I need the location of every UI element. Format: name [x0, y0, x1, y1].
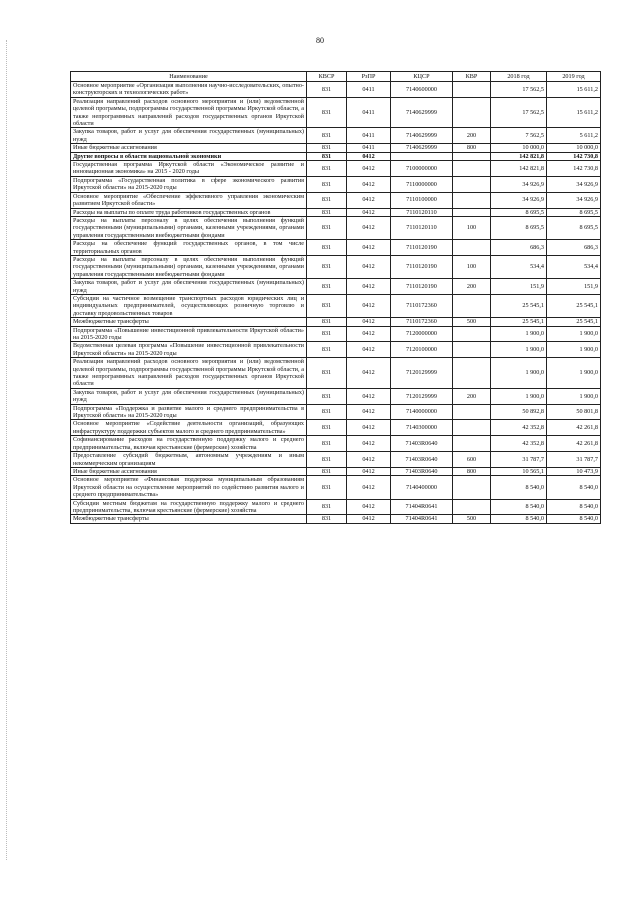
- table-row: [71, 499, 601, 515]
- cell-rzpr: 0412: [347, 294, 391, 317]
- cell-kvr: [453, 420, 491, 436]
- table-row: [71, 192, 601, 208]
- cell-kcsr: 7140300000: [391, 420, 453, 436]
- cell-y2018: 7 562,5: [491, 128, 547, 144]
- cell-kcsr: 7110120190: [391, 279, 453, 295]
- cell-y2018: 34 926,9: [491, 192, 547, 208]
- cell-y2019: 142 730,8: [547, 152, 601, 160]
- cell-kvr: [453, 294, 491, 317]
- cell-rzpr: 0412: [347, 420, 391, 436]
- col-header-2018: 2018 год: [491, 72, 547, 82]
- cell-kcsr: 71403R0640: [391, 452, 453, 468]
- cell-kvsr: 831: [307, 240, 347, 256]
- table-row: [71, 467, 601, 475]
- cell-y2018: 17 562,5: [491, 82, 547, 98]
- cell-y2018: 25 545,1: [491, 294, 547, 317]
- cell-kvr: 600: [453, 452, 491, 468]
- cell-kvr: [453, 358, 491, 389]
- cell-kvr: 100: [453, 255, 491, 278]
- page-number: 80: [316, 36, 324, 45]
- table-row: [71, 208, 601, 216]
- cell-rzpr: 0412: [347, 452, 391, 468]
- cell-kcsr: [391, 152, 453, 160]
- cell-kcsr: 7110120190: [391, 240, 453, 256]
- cell-name: Реализация направлений расходов основного мероприятия и (или) ведомственной целевой программы, подпрограммы государственной программы Иркутской области, а также непрограммных направлений расходов государственных органов Иркутской области: [71, 358, 307, 389]
- col-header-kvr: КВР: [453, 72, 491, 82]
- cell-name: Субсидии местным бюджетам на государственную поддержку малого и среднего предпринимательства, включая крестьянские (фермерские) хозяйства: [71, 499, 307, 515]
- cell-rzpr: 0411: [347, 97, 391, 128]
- cell-kcsr: 7120129999: [391, 388, 453, 404]
- cell-kcsr: 71404R0641: [391, 515, 453, 523]
- cell-y2018: 142 821,8: [491, 152, 547, 160]
- cell-name: Реализация направлений расходов основного мероприятия и (или) ведомственной целевой программы, подпрограммы государственной программы Иркутской области, а также непрограммных направлений расходов государственных органов Иркутской области: [71, 97, 307, 128]
- cell-rzpr: 0411: [347, 82, 391, 98]
- cell-kvr: 100: [453, 216, 491, 239]
- table-row: [71, 82, 601, 98]
- cell-y2018: 8 540,0: [491, 499, 547, 515]
- table-row: [71, 476, 601, 499]
- cell-y2019: 15 611,2: [547, 82, 601, 98]
- cell-kvsr: 831: [307, 279, 347, 295]
- cell-y2019: 50 801,8: [547, 404, 601, 420]
- cell-rzpr: 0412: [347, 240, 391, 256]
- cell-y2019: 8 695,5: [547, 208, 601, 216]
- table-row: [71, 404, 601, 420]
- cell-kvr: [453, 208, 491, 216]
- table-row: [71, 240, 601, 256]
- cell-kvsr: 831: [307, 294, 347, 317]
- cell-kcsr: 71403R0640: [391, 467, 453, 475]
- cell-rzpr: 0412: [347, 499, 391, 515]
- cell-kcsr: 7140600000: [391, 82, 453, 98]
- cell-name: Государственная программа Иркутской области «Экономическое развитие и инновационная экономика» на 2015 - 2020 годы: [71, 161, 307, 177]
- cell-rzpr: 0412: [347, 342, 391, 358]
- cell-name: Основное мероприятие «Обеспечение эффективного управления экономическим развитием Иркутской области»: [71, 192, 307, 208]
- cell-y2018: 1 900,0: [491, 342, 547, 358]
- cell-kvr: 200: [453, 388, 491, 404]
- table-row: [71, 515, 601, 523]
- budget-table: [70, 71, 601, 524]
- cell-y2018: 8 695,5: [491, 208, 547, 216]
- cell-kvsr: 831: [307, 208, 347, 216]
- table-row: [71, 358, 601, 389]
- cell-kvsr: 831: [307, 152, 347, 160]
- cell-y2018: 25 545,1: [491, 318, 547, 326]
- col-header-rzpr: РзПР: [347, 72, 391, 82]
- cell-rzpr: 0412: [347, 152, 391, 160]
- table-row: [71, 420, 601, 436]
- cell-rzpr: 0412: [347, 404, 391, 420]
- cell-name: Расходы на выплаты персоналу в целях обеспечения выполнения функций государственными (муниципальными) органами, казенными учреждениями, органами управления государственными внебюджетными фондами: [71, 216, 307, 239]
- cell-kcsr: 7120000000: [391, 326, 453, 342]
- cell-name: Субсидии на частичное возмещение транспортных расходов юридических лиц и индивидуальных предпринимателей, осуществляющих розничную торговлю и доставку продовольственных товаров: [71, 294, 307, 317]
- cell-kvr: 500: [453, 515, 491, 523]
- cell-rzpr: 0412: [347, 161, 391, 177]
- cell-y2018: 17 562,5: [491, 97, 547, 128]
- cell-name: Закупка товаров, работ и услуг для обеспечения государственных (муниципальных) нужд: [71, 388, 307, 404]
- cell-rzpr: 0412: [347, 388, 391, 404]
- cell-kvr: [453, 192, 491, 208]
- cell-y2019: 534,4: [547, 255, 601, 278]
- cell-y2019: 8 540,0: [547, 499, 601, 515]
- cell-name: Основное мероприятие «Финансовая поддержка муниципальным образованиям Иркутской области на осуществление мероприятий по содействию развития малого и среднего предпринимательства»: [71, 476, 307, 499]
- table-row: [71, 255, 601, 278]
- cell-rzpr: 0412: [347, 436, 391, 452]
- cell-kcsr: 7140400000: [391, 476, 453, 499]
- cell-kcsr: 7110120110: [391, 208, 453, 216]
- cell-y2018: 10 565,1: [491, 467, 547, 475]
- cell-y2018: 10 000,0: [491, 144, 547, 152]
- table-row: [71, 388, 601, 404]
- table-row: [71, 294, 601, 317]
- cell-name: Основное мероприятие «Содействие деятельности организаций, образующих инфраструктуру поддержки субъектов малого и среднего предпринимательства»: [71, 420, 307, 436]
- cell-y2019: 8 695,5: [547, 216, 601, 239]
- cell-y2019: 142 730,8: [547, 161, 601, 177]
- cell-kvsr: 831: [307, 161, 347, 177]
- cell-kvsr: 831: [307, 216, 347, 239]
- cell-name: Закупка товаров, работ и услуг для обеспечения государственных (муниципальных) нужд: [71, 279, 307, 295]
- cell-y2019: 10 473,9: [547, 467, 601, 475]
- cell-kcsr: 7110100000: [391, 192, 453, 208]
- cell-kcsr: 7140629999: [391, 144, 453, 152]
- cell-name: Другие вопросы в области национальной экономики: [71, 152, 307, 160]
- binding-margin: [6, 40, 9, 860]
- cell-rzpr: 0412: [347, 467, 391, 475]
- cell-kvsr: 831: [307, 515, 347, 523]
- cell-kvr: [453, 176, 491, 192]
- cell-y2018: 1 900,0: [491, 326, 547, 342]
- table-row: [71, 176, 601, 192]
- cell-name: Расходы на выплаты по оплате труда работников государственных органов: [71, 208, 307, 216]
- cell-kcsr: 7140629999: [391, 128, 453, 144]
- cell-y2019: 15 611,2: [547, 97, 601, 128]
- cell-y2019: 8 540,0: [547, 476, 601, 499]
- table-row: [71, 161, 601, 177]
- cell-y2018: 534,4: [491, 255, 547, 278]
- cell-kcsr: 71403R0640: [391, 436, 453, 452]
- cell-name: Подпрограмма «Повышение инвестиционной привлекательности Иркутской области» на 2015-2020 годы: [71, 326, 307, 342]
- cell-y2018: 8 540,0: [491, 515, 547, 523]
- cell-y2018: 1 900,0: [491, 358, 547, 389]
- cell-kvsr: 831: [307, 326, 347, 342]
- cell-kvsr: 831: [307, 342, 347, 358]
- table-row: [71, 342, 601, 358]
- cell-rzpr: 0412: [347, 255, 391, 278]
- cell-name: Подпрограмма «Государственная политика в сфере экономического развития Иркутской области» на 2015-2020 годы: [71, 176, 307, 192]
- cell-kvr: 200: [453, 128, 491, 144]
- table-row: [71, 128, 601, 144]
- cell-kcsr: 7140000000: [391, 404, 453, 420]
- cell-rzpr: 0412: [347, 279, 391, 295]
- cell-rzpr: 0411: [347, 128, 391, 144]
- cell-kvsr: 831: [307, 476, 347, 499]
- cell-kvsr: 831: [307, 467, 347, 475]
- cell-kvsr: 831: [307, 82, 347, 98]
- cell-rzpr: 0412: [347, 216, 391, 239]
- cell-kvsr: 831: [307, 97, 347, 128]
- cell-kvsr: 831: [307, 404, 347, 420]
- table-row: [71, 152, 601, 160]
- cell-kvr: [453, 161, 491, 177]
- cell-y2019: 1 900,0: [547, 358, 601, 389]
- col-header-2019: 2019 год: [547, 72, 601, 82]
- table-row: [71, 279, 601, 295]
- cell-kvsr: 831: [307, 358, 347, 389]
- cell-y2019: 34 926,9: [547, 176, 601, 192]
- cell-y2019: 8 540,0: [547, 515, 601, 523]
- cell-y2019: 1 900,0: [547, 388, 601, 404]
- cell-rzpr: 0412: [347, 326, 391, 342]
- cell-name: Межбюджетные трансферты: [71, 515, 307, 523]
- cell-kcsr: 7120129999: [391, 358, 453, 389]
- cell-y2018: 42 352,8: [491, 420, 547, 436]
- col-header-name: Наименование: [71, 72, 307, 82]
- cell-y2019: 1 900,0: [547, 326, 601, 342]
- cell-kvsr: 831: [307, 499, 347, 515]
- cell-kvsr: 831: [307, 255, 347, 278]
- cell-name: Ведомственная целевая программа «Повышение инвестиционной привлекательности Иркутской области» на 2015-2020 годы: [71, 342, 307, 358]
- cell-kvsr: 831: [307, 144, 347, 152]
- cell-kvsr: 831: [307, 452, 347, 468]
- cell-kvr: [453, 499, 491, 515]
- cell-name: Расходы на обеспечение функций государственных органов, в том числе территориальных органов: [71, 240, 307, 256]
- cell-y2019: 151,9: [547, 279, 601, 295]
- cell-kvsr: 831: [307, 436, 347, 452]
- table-row: [71, 452, 601, 468]
- cell-name: Закупка товаров, работ и услуг для обеспечения государственных (муниципальных) нужд: [71, 128, 307, 144]
- cell-rzpr: 0412: [347, 208, 391, 216]
- cell-y2019: 42 261,8: [547, 436, 601, 452]
- cell-y2019: 42 261,8: [547, 420, 601, 436]
- table-row: [71, 144, 601, 152]
- cell-kcsr: 7110000000: [391, 176, 453, 192]
- table-row: [71, 326, 601, 342]
- cell-name: Иные бюджетные ассигнования: [71, 144, 307, 152]
- cell-kvsr: 831: [307, 192, 347, 208]
- cell-y2018: 8 695,5: [491, 216, 547, 239]
- cell-kvr: [453, 404, 491, 420]
- cell-y2019: 25 545,1: [547, 294, 601, 317]
- cell-kvr: [453, 240, 491, 256]
- cell-y2019: 686,3: [547, 240, 601, 256]
- col-header-kcsr: КЦСР: [391, 72, 453, 82]
- cell-y2018: 686,3: [491, 240, 547, 256]
- cell-y2019: 34 926,9: [547, 192, 601, 208]
- cell-kvsr: 831: [307, 318, 347, 326]
- cell-kvr: [453, 326, 491, 342]
- cell-kcsr: 7120100000: [391, 342, 453, 358]
- cell-y2018: 1 900,0: [491, 388, 547, 404]
- cell-y2019: 5 611,2: [547, 128, 601, 144]
- cell-kvr: 800: [453, 467, 491, 475]
- cell-y2019: 10 000,0: [547, 144, 601, 152]
- cell-kvr: [453, 82, 491, 98]
- cell-kvsr: 831: [307, 128, 347, 144]
- cell-rzpr: 0412: [347, 358, 391, 389]
- cell-kcsr: 7110172360: [391, 294, 453, 317]
- cell-kcsr: 71404R0641: [391, 499, 453, 515]
- cell-kvr: 500: [453, 318, 491, 326]
- cell-kvr: [453, 476, 491, 499]
- col-header-kvsr: КВСР: [307, 72, 347, 82]
- cell-rzpr: 0412: [347, 476, 391, 499]
- cell-rzpr: 0412: [347, 176, 391, 192]
- cell-kvsr: 831: [307, 176, 347, 192]
- cell-rzpr: 0412: [347, 515, 391, 523]
- cell-kcsr: 7110120190: [391, 255, 453, 278]
- cell-name: Иные бюджетные ассигнования: [71, 467, 307, 475]
- cell-kcsr: 7140629999: [391, 97, 453, 128]
- cell-rzpr: 0412: [347, 318, 391, 326]
- cell-kvr: [453, 152, 491, 160]
- cell-kvsr: 831: [307, 420, 347, 436]
- cell-y2018: 142 821,8: [491, 161, 547, 177]
- cell-kcsr: 7110120110: [391, 216, 453, 239]
- cell-y2018: 50 892,8: [491, 404, 547, 420]
- cell-y2018: 8 540,0: [491, 476, 547, 499]
- table-row: [71, 436, 601, 452]
- cell-rzpr: 0411: [347, 144, 391, 152]
- cell-kvsr: 831: [307, 388, 347, 404]
- cell-name: Подпрограмма «Поддержка и развитие малого и среднего предпринимательства в Иркутской области» на 2015-2020 годы: [71, 404, 307, 420]
- cell-y2019: 25 545,1: [547, 318, 601, 326]
- cell-y2018: 34 926,9: [491, 176, 547, 192]
- cell-rzpr: 0412: [347, 192, 391, 208]
- cell-name: Межбюджетные трансферты: [71, 318, 307, 326]
- table-body: [71, 82, 601, 524]
- cell-name: Софинансирование расходов на государственную поддержку малого и среднего предпринимательства, включая крестьянские (фермерские) хозяйства: [71, 436, 307, 452]
- header-row: [71, 72, 601, 82]
- cell-kcsr: 7110172360: [391, 318, 453, 326]
- cell-kvr: 200: [453, 279, 491, 295]
- table-row: [71, 318, 601, 326]
- table-row: [71, 97, 601, 128]
- cell-y2019: 1 900,0: [547, 342, 601, 358]
- cell-name: Основное мероприятие «Организация выполнения научно-исследовательских, опытно-конструкторских и технологических работ»: [71, 82, 307, 98]
- table-row: [71, 216, 601, 239]
- cell-kcsr: 7100000000: [391, 161, 453, 177]
- cell-kvr: [453, 436, 491, 452]
- cell-y2018: 151,9: [491, 279, 547, 295]
- cell-name: Расходы на выплаты персоналу в целях обеспечения выполнения функций государственными (муниципальными) органами, казенными учреждениями, органами управления государственными внебюджетными фондами: [71, 255, 307, 278]
- cell-name: Предоставление субсидий бюджетным, автономным учреждениям и иным некоммерческим организациям: [71, 452, 307, 468]
- cell-y2018: 42 352,8: [491, 436, 547, 452]
- cell-y2018: 31 787,7: [491, 452, 547, 468]
- cell-kvr: [453, 97, 491, 128]
- cell-kvr: 800: [453, 144, 491, 152]
- cell-kvr: [453, 342, 491, 358]
- cell-y2019: 31 787,7: [547, 452, 601, 468]
